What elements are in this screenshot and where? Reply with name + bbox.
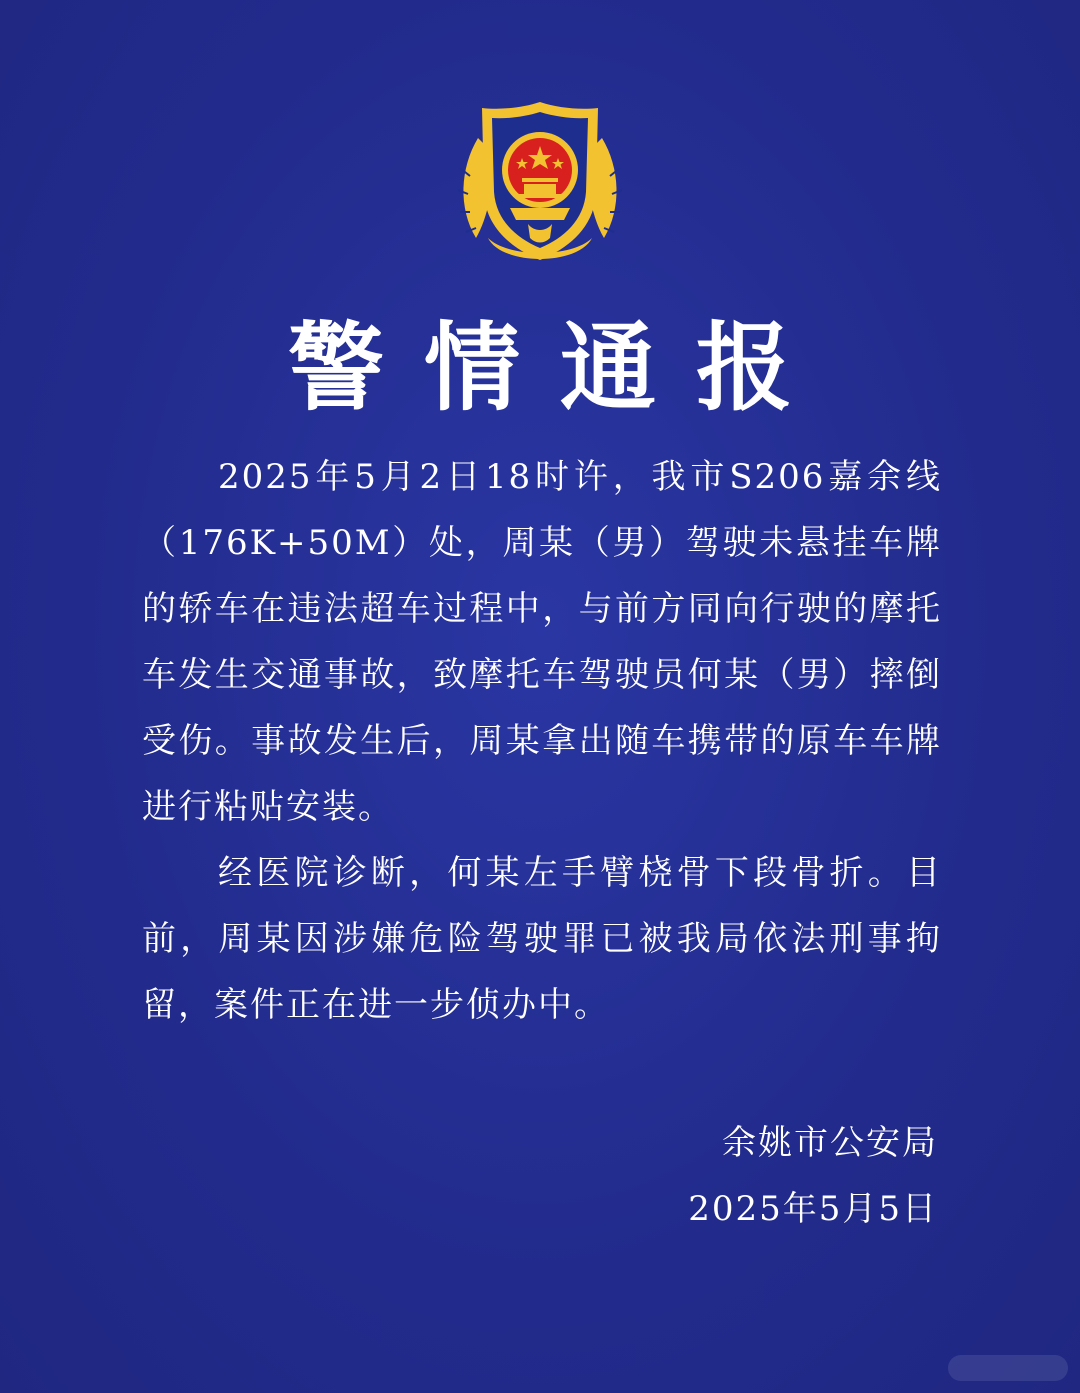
issuer-name: 余姚市公安局 — [722, 1123, 938, 1163]
issue-date: 2025年5月5日 — [688, 1189, 938, 1229]
signature-block — [688, 1110, 938, 1242]
notice-title: 警情通报 — [288, 312, 832, 424]
paragraph-incident: 2025年5月2日18时许，我市S206嘉余线（176K+50M）处，周某（男）驾驶未悬挂车牌的轿车在违法超车过程中，与前方同向行驶的摩托车发生交通事故，致摩托车驾驶员何某（男）摔倒受伤。事故发生后，周某拿出随车携带的原车车牌进行粘贴安装。 — [142, 457, 942, 827]
watermark-overlay — [948, 1355, 1068, 1381]
paragraph-outcome: 经医院诊断，何某左手臂桡骨下段骨折。目前，周某因涉嫌危险驾驶罪已被我局依法刑事拘留，案件正在进一步侦办中。 — [142, 853, 942, 1025]
notice-body — [142, 444, 942, 1038]
police-badge-icon — [458, 98, 622, 268]
